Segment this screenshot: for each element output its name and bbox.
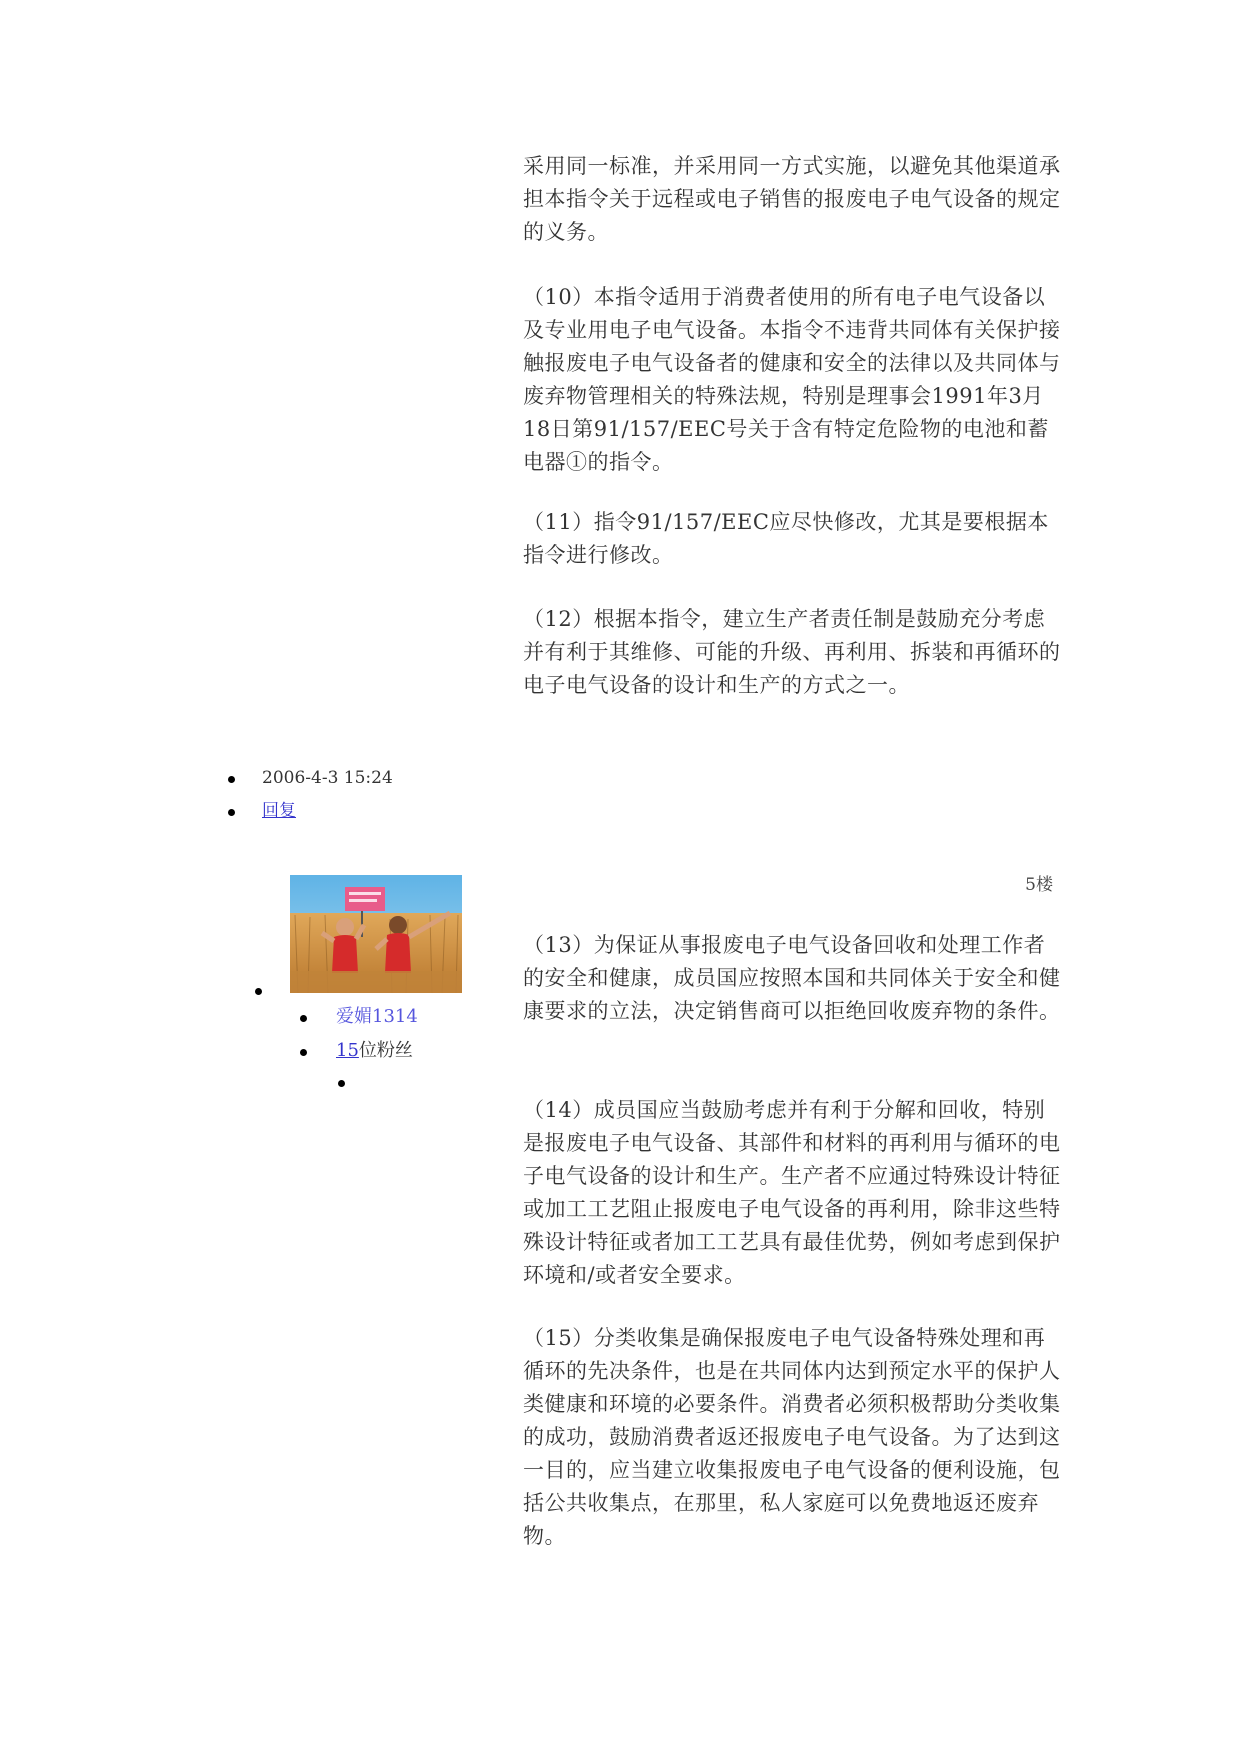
reply-item xyxy=(228,795,393,828)
post-paragraph xyxy=(523,281,1063,479)
fans-suffix: 位粉丝 xyxy=(358,1040,413,1061)
post-text: （15）分类收集是确保报废电子电气设备特殊处理和再循环的先决条件，也是在共同体内达到预定水平的保护人类健康和环境的必要条件。消费者必须积极帮助分类收集的成功，鼓励消费者返还报废电子电气设备。为了达到这一目的，应当建立收集报废电子电气设备的便利设施，包括公共收集点，在那里，私人家庭可以免费地返还废弃物。 xyxy=(523,1326,1061,1548)
post-timestamp xyxy=(228,762,393,795)
floor-label: 5楼 xyxy=(1025,875,1053,895)
username-link[interactable]: 爱媚1314 xyxy=(336,1006,418,1027)
post-meta-list xyxy=(228,762,393,828)
post-text: （13）为保证从事报废电子电气设备回收和处理工作者的安全和健康，成员国应按照本国和共同体关于安全和健康要求的立法，决定销售商可以拒绝回收废弃物的条件。 xyxy=(523,933,1061,1023)
fans-item xyxy=(296,1034,418,1068)
avatar[interactable] xyxy=(290,875,462,993)
post-text: （10）本指令适用于消费者使用的所有电子电气设备以及专业用电子电气设备。本指令不违背共同体有关保护接触报废电子电气设备者的健康和安全的法律以及共同体与废弃物管理相关的特殊法规，特别是理事会1991年3月18日第91/157/EEC号关于含有特定危险物的电池和蓄电器①的指令。 xyxy=(523,285,1061,474)
username-item xyxy=(296,1000,418,1034)
post-text: （11）指令91/157/EEC应尽快修改，尤其是要根据本指令进行修改。 xyxy=(523,510,1049,567)
post-paragraph xyxy=(523,1322,1063,1553)
post-text: （12）根据本指令，建立生产者责任制是鼓励充分考虑并有利于其维修、可能的升级、再利用、拆装和再循环的电子电气设备的设计和生产的方式之一。 xyxy=(523,607,1061,697)
empty-list-bullet xyxy=(338,1080,345,1087)
reply-link[interactable]: 回复 xyxy=(262,801,296,821)
post-paragraph xyxy=(523,150,1063,249)
post-text: （14）成员国应当鼓励考虑并有利于分解和回收，特别是报废电子电气设备、其部件和材料的再利用与循环的电子电气设备的设计和生产。生产者不应通过特殊设计特征或加工工艺阻止报废电子电气设备的再利用，除非这些特殊设计特征或者加工工艺具有最佳优势，例如考虑到保护环境和/或者安全要求。 xyxy=(523,1098,1061,1287)
avatar-image xyxy=(290,875,462,993)
post-paragraph xyxy=(523,506,1063,572)
avatar-bullet xyxy=(255,988,262,995)
post-text: 采用同一标准，并采用同一方式实施，以避免其他渠道承担本指令关于远程或电子销售的报废电子电气设备的规定的义务。 xyxy=(523,154,1061,244)
fans-count-link[interactable]: 15 xyxy=(336,1040,359,1061)
user-info-list xyxy=(296,1000,418,1068)
timestamp-text: 2006-4-3 15:24 xyxy=(262,768,393,788)
post-paragraph xyxy=(523,1094,1063,1292)
post-paragraph xyxy=(523,929,1063,1028)
post-paragraph xyxy=(523,603,1063,702)
